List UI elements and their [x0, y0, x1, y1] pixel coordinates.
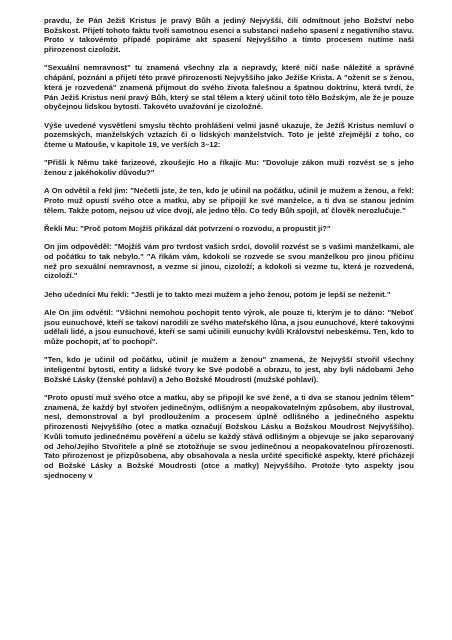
paragraph-11: "Proto opustí muž svého otce a matku, aby se připojil ke své ženě, a ti dva se stanou jedním tělem" znamená, že každý byl stvořen jedinečným, odlišným a neopakovatelným způsobem, aby ilustroval, nesl, demonstroval a byl prodloužením a procesem úplně odlišného a jedinečného aspektu přirozenosti Nejvyššího (otec a matka označují Božskou Lásku a Božskou Moudrost Nejvyššího). Kvůli tomuto jedinečnému pověření a účelu se každý stává odlišným a objevuje se jako separovaný od Jeho/Jejího Stvořitele a plně se ztotožňuje se svou jedinečnou a neopakovatelnou přirozeností. Tato přirozenost je přizpůsobena, aby obsahovala a nesla určité specifické aspekty, které přicházejí od Božské Lásky a Božské Moudrosti (otce a matky) Nejvyššího. Protože tyto aspekty jsou sjednoceny v — [44, 393, 414, 480]
paragraph-4: "Přišli k Němu také farizeové, zkoušejíc Ho a říkajíc Mu: "Dovoluje zákon muži rozvést se s jeho ženou z jakéhokoliv důvodu?" — [44, 158, 414, 177]
paragraph-8: Jeho učedníci Mu řekli: "Jestli je to takto mezi mužem a jeho ženou, potom je lepší se neženit." — [44, 289, 391, 299]
paragraph-5: A On odvětil a řekl jim: "Nečetli jste, že ten, kdo je učinil na počátku, učinil je mužem a ženou, a řekl: Proto muž opustí svého otce a matku, aby se připojil ke své manželce, a ti dva se stanou jedním tělem. Takže potom, nejsou už více dvojí, ale jedno tělo. Co tedy Bůh spojil, ať člověk nerozlučuje." — [44, 186, 414, 215]
paragraph-10: "Ten, kdo je učinil od počátku, učinil je mužem a ženou" znamená, že Nejvyšší stvořil všechny inteligentní bytosti, entity a lidské tvory ke Své podobě a obrazu, to jest, aby byli nádobami Jeho Božské Lásky (ženské pohlaví) a Jeho Božské Moudrosti (mužské pohlaví). — [44, 355, 414, 384]
paragraph-1: pravdu, že Pán Ježiš Kristus je pravý Bůh a jediný Nejvyšší, čili odmítnout jeho Božství nebo Božskost. Přijetí tohoto faktu tvoří samotnou esenci a substanci našeho spasení z negativního stavu. Proto v takovémto případě popíráme akt spasení Nejvyššího a tímto procesem nutíme naši přirozenost cizoložit. — [44, 16, 414, 55]
paragraph-2: "Sexuální nemravnost" tu znamená všechny zla a nepravdy, které ničí naše náležité a správné chápání, poznání a přijetí této pravé přirozenosti Nejvyššího jako Ježíše Krista. A "oženit se s ženou, která je rozvedená" znamená přijmout do svého života falešnou a špatnou doktrínu, která tvrdí, že Pán Ježiš Kristus není pravý Bůh, který se stal tělem a který učinil toto tělo Božským, ale že je pouze obyčejnou lidskou bytostí. Takovéto uvažování je cizoložné. — [44, 63, 414, 112]
paragraph-6: Řekli Mu: "Proč potom Mojžíš přikázal dát potvrzení o rozvodu, a propustit ji?" — [44, 223, 331, 233]
document-page — [44, 16, 414, 489]
paragraph-3: Výše uvedené vysvětlení smyslu těchto prohlášení velmi jasně ukazuje, že Ježíš Kristus nemluví o pozemských, manželských vztazích či o lidských manželstvích. Toto je ještě zřejmější z toho, co čteme u Matouše, v kapitole 19, ve verších 3–12: — [44, 120, 414, 149]
paragraph-7: On jim odpověděl: "Mojžíš vám pro tvrdost vašich srdcí, dovolil rozvést se s vašimi manželkami, ale od počátku to tak nebylo." "A říkám vám, kdokoli se rozvede se svou manželkou pro jinou příčinu než pro sexuální nemravnost, a vezme si jinou, cizoloží; a kdokoli si vezme tu, která je rozvedená, cizoloží." — [44, 242, 414, 281]
paragraph-9: Ale On jim odvětil: "Všichni nemohou pochopit tento výrok, ale pouze ti, kterým je to dáno: "Neboť jsou eunuchové, kteří se takoví narodili ze svého mateřského lůna, a jsou eunuchové, které takovými udělali lidé, a jsou eunuchové, kteří se sami učinili eunuchy kvůli Království nebeskému. Ten, kdo to může pochopit, ať to pochopí". — [44, 307, 414, 347]
